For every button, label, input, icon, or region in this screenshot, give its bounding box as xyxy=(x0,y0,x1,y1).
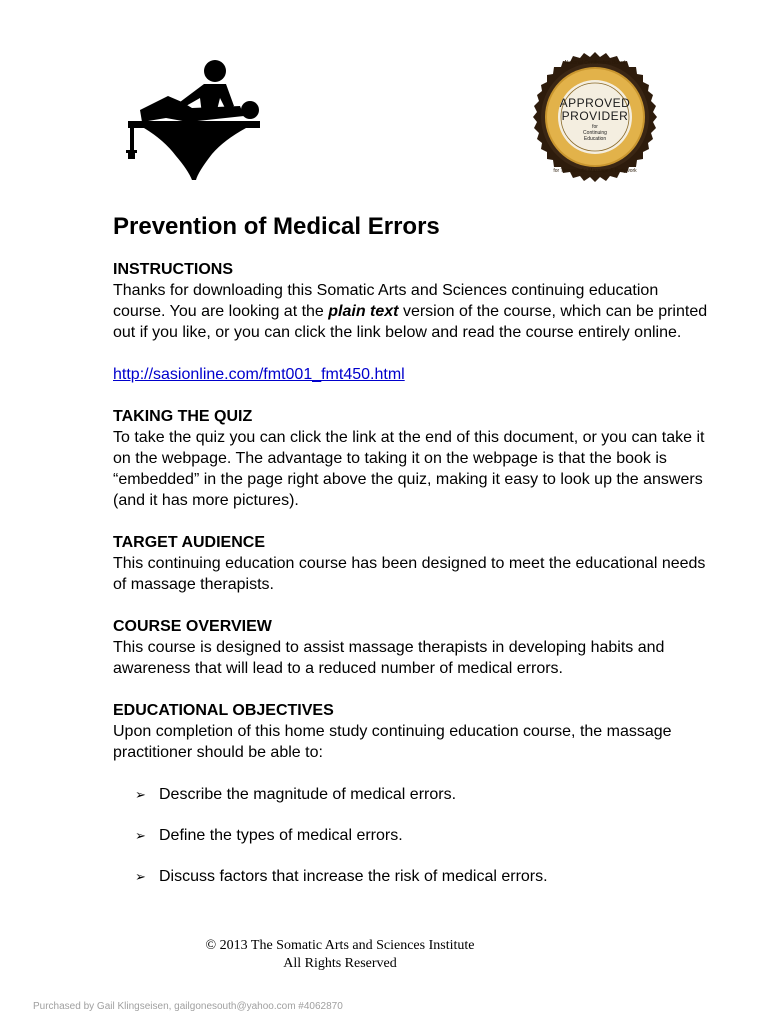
copyright-footer xyxy=(0,937,680,973)
objective-text: Define the types of medical errors. xyxy=(159,827,403,844)
purchase-watermark: Purchased by Gail Klingseisen, gailgonesouth@yahoo.com #4062870 xyxy=(33,1001,343,1012)
list-item xyxy=(135,866,713,887)
rights-line: All Rights Reserved xyxy=(283,956,397,971)
plain-text-emphasis: plain text xyxy=(328,303,399,320)
quiz-heading: TAKING THE QUIZ xyxy=(113,408,253,425)
list-item xyxy=(135,825,713,846)
instructions-heading: INSTRUCTIONS xyxy=(113,261,233,278)
objectives-text: Upon completion of this home study continuing education course, the massage practitioner should be able to: xyxy=(113,723,672,761)
seal-text-group xyxy=(530,52,660,182)
seal-arc-top: National Certification Board xyxy=(564,60,626,66)
seal-approved: APPROVED xyxy=(559,96,631,110)
seal-arc-bottom: for Therapeutic Massage & Bodywork xyxy=(553,168,637,174)
objectives-heading: EDUCATIONAL OBJECTIVES xyxy=(113,702,334,719)
document-body xyxy=(113,259,713,887)
instructions-text-start: Thanks for downloading this Somatic Arts and Sciences continuing education course. You are looking at the xyxy=(113,282,659,320)
objectives-list xyxy=(113,784,713,887)
arrow-bullet-icon: ➢ xyxy=(135,828,146,843)
overview-heading: COURSE OVERVIEW xyxy=(113,618,272,635)
audience-text: This continuing education course has been designed to meet the educational needs of massage therapists. xyxy=(113,555,706,593)
course-link[interactable]: http://sasionline.com/fmt001_fmt450.html xyxy=(113,366,405,383)
overview-text: This course is designed to assist massage therapists in developing habits and awareness that will lead to a reduced number of medical errors. xyxy=(113,639,665,677)
seal-continuing: Continuing xyxy=(583,130,607,136)
audience-heading: TARGET AUDIENCE xyxy=(113,534,265,551)
seal-for: for xyxy=(592,124,598,130)
arrow-bullet-icon: ➢ xyxy=(135,787,146,802)
arrow-bullet-icon: ➢ xyxy=(135,869,146,884)
quiz-text: To take the quiz you can click the link at the end of this document, or you can take it on the webpage. The advantage to taking it on the webpage is that the book is “embedded” in the page right above the quiz, making it easy to look up the answers (and it has more pictures). xyxy=(113,429,705,509)
objective-text: Describe the magnitude of medical errors. xyxy=(159,786,457,803)
list-item xyxy=(135,784,713,805)
copyright-line: © 2013 The Somatic Arts and Sciences Institute xyxy=(205,938,475,953)
massage-table-icon xyxy=(122,58,264,182)
instructions-text-end: version of the course, which can be printed out if you like, or you can click the link below and read the course entirely online. xyxy=(113,303,708,341)
seal-education: Education xyxy=(583,136,607,142)
seal-provider: PROVIDER xyxy=(561,109,629,123)
objective-text: Discuss factors that increase the risk of medical errors. xyxy=(159,868,548,885)
page-title: Prevention of Medical Errors xyxy=(113,213,440,240)
instructions-text xyxy=(113,280,713,343)
